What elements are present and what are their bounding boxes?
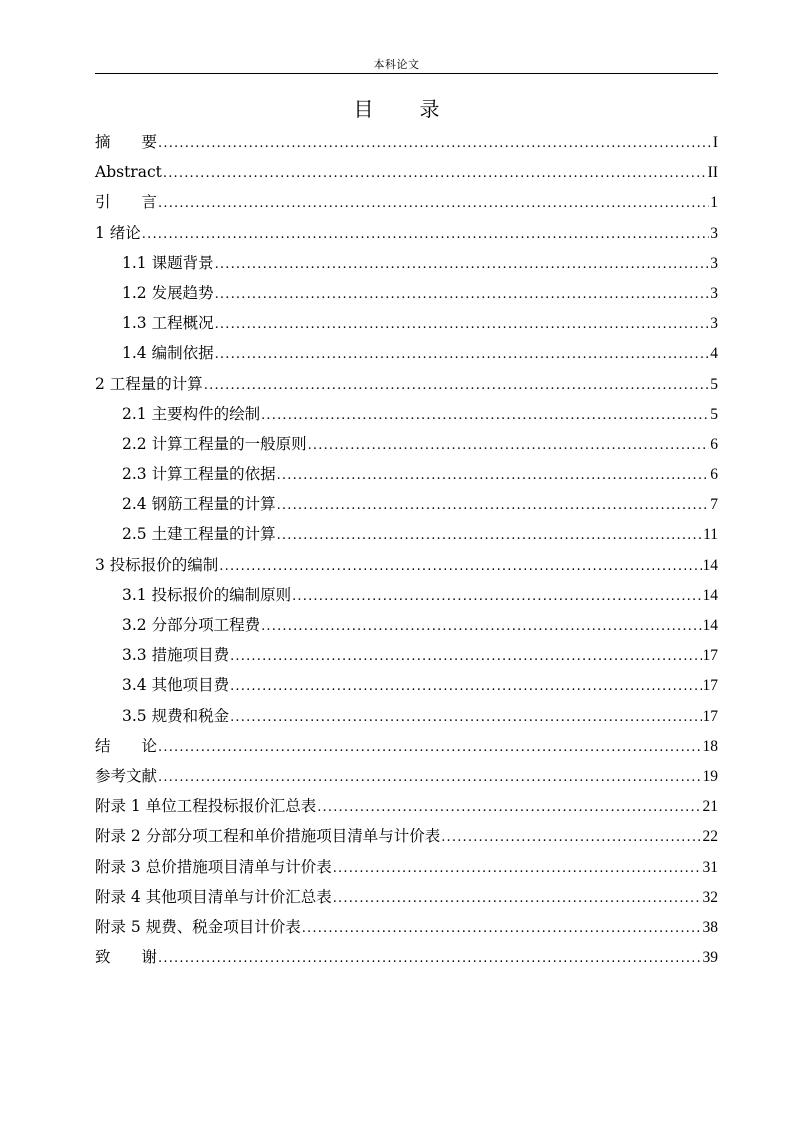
toc-entry-page: 32 [702, 888, 718, 906]
toc-entry[interactable] [95, 459, 718, 489]
toc-entry[interactable] [95, 580, 718, 610]
toc-entry-page: 6 [710, 435, 718, 453]
toc-entry[interactable] [95, 701, 718, 731]
toc-entry-page: 14 [702, 556, 718, 574]
toc-entry-label: 2.3 计算工程量的依据 [122, 465, 276, 484]
toc-entry-label: 3.5 规费和税金 [122, 706, 230, 725]
toc-entry-page: 4 [710, 345, 718, 363]
toc-entry[interactable] [95, 912, 718, 942]
toc-entry[interactable] [95, 791, 718, 821]
toc-leader-dots [333, 854, 702, 884]
toc-entry-page: 31 [702, 858, 718, 876]
toc-entry-label: 2 工程量的计算 [95, 374, 203, 393]
toc-entry-page: 7 [710, 496, 718, 514]
toc-entry-page: 21 [702, 798, 718, 816]
toc-entry-page: 5 [710, 405, 718, 423]
toc-entry-label: 附录 5 规费、税金项目计价表 [95, 917, 301, 936]
toc-entry-label: 3.2 分部分项工程费 [122, 616, 261, 634]
header-text: 本科论文 [373, 58, 420, 71]
toc-entry-label: 结 论 [95, 736, 158, 755]
toc-entry[interactable] [95, 278, 718, 308]
toc-entry-page: 11 [703, 526, 718, 544]
toc-entry[interactable] [95, 399, 718, 429]
toc-entry[interactable] [95, 338, 718, 368]
toc-entry[interactable] [95, 942, 718, 972]
toc-leader-dots [292, 582, 701, 612]
toc-entry-label: 1.3 工程概况 [122, 314, 214, 333]
toc-entry-label: 1.2 发展趋势 [122, 283, 214, 302]
toc-entry[interactable] [95, 550, 718, 580]
toc-entry-page: 3 [710, 284, 718, 302]
toc-entry[interactable] [95, 187, 718, 217]
toc-leader-dots [308, 431, 710, 461]
toc-entry-label: 2.4 钢筋工程量的计算 [122, 495, 276, 514]
toc-entry-page: 14 [702, 617, 718, 634]
toc-entry[interactable] [95, 429, 718, 459]
toc-entry[interactable] [95, 610, 718, 640]
toc-leader-dots [230, 672, 701, 702]
toc-entry[interactable] [95, 821, 718, 851]
toc-entry-label: 3.3 措施项目费 [122, 646, 230, 665]
toc-entry-label: 1 绪论 [95, 223, 141, 242]
toc-entry-page: 17 [702, 647, 718, 665]
toc-leader-dots [163, 159, 707, 189]
toc-leader-dots [261, 401, 709, 431]
toc-entry-page: 17 [702, 707, 718, 725]
toc-entry[interactable] [95, 640, 718, 670]
toc-leader-dots [230, 642, 701, 672]
toc-entry-page: 18 [702, 737, 718, 755]
toc-entry-label: 3.4 其他项目费 [122, 676, 230, 695]
toc-entry-label: 3 投标报价的编制 [95, 555, 219, 574]
toc-leader-dots [158, 189, 709, 219]
toc-entry-label: 附录 4 其他项目清单与计价汇总表 [95, 887, 332, 906]
toc-leader-dots [158, 763, 701, 793]
toc-leader-dots [441, 823, 701, 853]
title-char-left: 目 [353, 97, 374, 121]
toc-entry[interactable] [95, 369, 718, 399]
toc-entry-label: 2.2 计算工程量的一般原则 [122, 434, 307, 453]
page-title [0, 96, 793, 122]
title-char-right: 录 [419, 97, 440, 121]
toc-entry[interactable] [95, 852, 718, 882]
toc-entry[interactable] [95, 670, 718, 700]
toc-leader-dots [215, 280, 710, 310]
toc-entry-label: 3.1 投标报价的编制原则 [122, 585, 292, 604]
toc-entry-page: 1 [710, 194, 718, 212]
toc-leader-dots [158, 733, 701, 763]
toc-entry-label: 摘 要 [95, 133, 158, 151]
toc-entry[interactable] [95, 882, 718, 912]
toc-leader-dots [302, 914, 702, 944]
toc-entry-page: 14 [702, 586, 718, 604]
toc-entry-page: 5 [710, 375, 718, 393]
toc-leader-dots [204, 371, 709, 401]
toc-entry[interactable] [95, 127, 718, 157]
toc-entry-label: 1.1 课题背景 [122, 253, 214, 272]
toc-leader-dots [277, 491, 710, 521]
toc-entry-label: 2.1 主要构件的绘制 [122, 404, 261, 423]
table-of-contents [95, 127, 718, 972]
toc-entry[interactable] [95, 519, 718, 549]
toc-entry[interactable] [95, 489, 718, 519]
toc-entry-label: 附录 2 分部分项工程和单价措施项目清单与计价表 [95, 827, 441, 846]
toc-leader-dots [317, 793, 701, 823]
toc-entry-page: I [712, 134, 718, 151]
toc-leader-dots [277, 521, 702, 551]
toc-entry[interactable] [95, 157, 718, 187]
toc-entry-page: 39 [702, 949, 718, 967]
toc-entry-page: 38 [702, 918, 718, 936]
toc-entry-label: 致 谢 [95, 948, 158, 967]
toc-leader-dots [142, 220, 709, 250]
toc-leader-dots [215, 310, 710, 340]
toc-leader-dots [158, 129, 712, 159]
toc-entry-label: 附录 1 单位工程投标报价汇总表 [95, 797, 317, 816]
toc-entry-page: 22 [702, 828, 718, 846]
toc-entry-page: 3 [710, 224, 718, 242]
toc-leader-dots [261, 612, 701, 642]
toc-entry[interactable] [95, 248, 718, 278]
toc-leader-dots [215, 340, 710, 370]
toc-leader-dots [215, 250, 710, 280]
toc-entry-label: 2.5 土建工程量的计算 [122, 525, 276, 544]
toc-entry-page: 3 [710, 254, 718, 272]
toc-leader-dots [277, 461, 710, 491]
toc-entry[interactable] [95, 308, 718, 338]
toc-entry[interactable] [95, 761, 718, 791]
toc-leader-dots [230, 703, 701, 733]
toc-entry[interactable] [95, 218, 718, 248]
toc-entry-page: 6 [710, 466, 718, 484]
toc-entry-page: 19 [702, 767, 718, 785]
toc-entry-page: 3 [710, 315, 718, 333]
toc-entry[interactable] [95, 731, 718, 761]
toc-leader-dots [219, 552, 701, 582]
toc-entry-label: Abstract [95, 163, 162, 182]
header-rule [95, 73, 718, 74]
toc-entry-page: II [707, 164, 718, 182]
toc-entry-label: 参考文献 [95, 766, 158, 785]
toc-leader-dots [158, 944, 701, 974]
toc-entry-page: 17 [702, 677, 718, 695]
toc-entry-label: 附录 3 总价措施项目清单与计价表 [95, 857, 332, 876]
toc-leader-dots [333, 884, 702, 914]
toc-entry-label: 引 言 [95, 193, 158, 212]
toc-entry-label: 1.4 编制依据 [122, 344, 214, 363]
